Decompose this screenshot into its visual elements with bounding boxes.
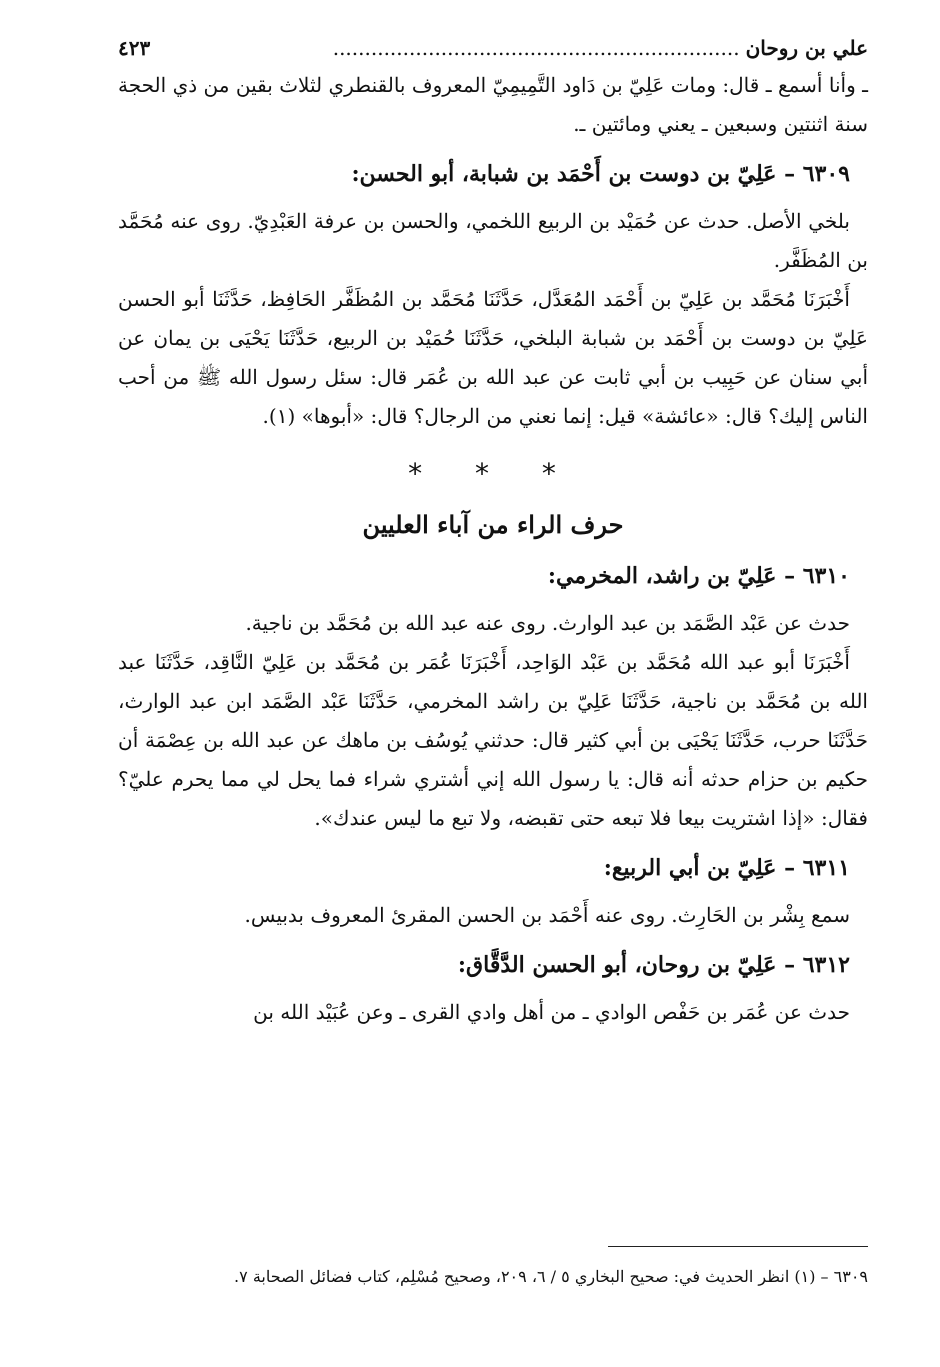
asterisk-separator: * * *: [408, 457, 578, 490]
paragraph: حدث عن عَبْد الصَّمَد بن عبد الوارث. روى عنه عبد الله بن مُحَمَّد بن ناجية.: [245, 611, 850, 635]
entry-heading-6312: ٦٣١٢ – عَلِيّ بن روحان، أبو الحسن الدَّقَّاق:: [457, 952, 850, 978]
section-title: حرف الراء من آباء العليين: [362, 510, 624, 539]
paragraph: أَخْبَرَنَا مُحَمَّد بن عَلِيّ بن أَحْمَد المُعَدَّل، حَدَّثَنَا مُحَمَّد بن المُظَفَّر الحَافِظ، حَدَّثَنَا أبو الحسن عَلِيّ بن دوست بن أَحْمَد بن شبابة البلخي، حَدَّثَنَا حُمَيْد بن الربيع، حَدَّثَنَا يَحْيَى بن يمان عن أبي سنان عن حَبِيب بن أبي ثابت عن عبد الله بن عُمَر قال: سئل رسول الله ﷺ من أحب الناس إليك؟ قال: «عائشة» قيل: إنما نعني من الرجال؟ قال: «أبوها» (١).: [118, 287, 868, 428]
entry-heading-6310: ٦٣١٠ – عَلِيّ بن راشد، المخرمي:: [547, 563, 850, 589]
entry-heading-6311: ٦٣١١ – عَلِيّ بن أبي الربيع:: [603, 855, 850, 881]
running-head: [118, 30, 868, 66]
page-number: ٤٢٣: [118, 36, 151, 60]
paragraph: سمع بِشْر بن الحَارِث. روى عنه أَحْمَد بن الحسن المقرئ المعروف بدبيس.: [244, 903, 850, 927]
footnote: ٦٣٠٩ – (١) انظر الحديث في: صحيح البخاري ٥ / ٦، ٢٠٩، وصحيح مُسْلِم، كتاب فضائل الصحابة ٧.: [234, 1267, 868, 1286]
paragraph: بلخي الأصل. حدث عن حُمَيْد بن الربيع اللخمي، والحسن بن عرفة العَبْدِيّ. روى عنه مُحَمَّد بن المُظَفَّر.: [118, 209, 868, 272]
page-body: [118, 30, 868, 1032]
running-head-title: علي بن روحان: [745, 36, 868, 60]
paragraph: أَخْبَرَنَا أبو عبد الله مُحَمَّد بن عَبْد الوَاحِد، أَخْبَرَنَا عُمَر بن مُحَمَّد بن عَلِيّ النَّاقِد، حَدَّثَنَا عبد الله بن مُحَمَّد بن ناجية، حَدَّثَنَا عَلِيّ بن راشد المخرمي، حَدَّثَنَا عَبْد الصَّمَد ابن عبد الوارث، حَدَّثَنَا حرب، حَدَّثَنَا يَحْيَى بن أبي كثير قال: حدثني يُوسُف بن ماهك عن عبد الله بن عِصْمَة أن حكيم بن حزام حدثه أنه قال: يا رسول الله إني أشتري شراء فما يحل لي مما يحرم عليّ؟ فقال: «إذا اشتريت بيعا فلا تبعه حتى تقبضه، ولا تبع ما ليس عندك».: [118, 650, 868, 830]
footnote-divider: [608, 1246, 868, 1247]
paragraph: ـ وأنا أسمع ـ قال: ومات عَلِيّ بن دَاود التَّمِيمِيّ المعروف بالقنطري لثلاث بقين من ذي الحجة سنة اثنتين وسبعين ـ يعني ومائتين ـ.: [118, 73, 868, 136]
running-head-leader: ................................................................: [332, 36, 740, 60]
paragraph: حدث عن عُمَر بن حَفْص الوادي ـ من أهل وادي القرى ـ وعن عُبَيْد الله بن: [253, 1000, 850, 1024]
entry-heading-6309: ٦٣٠٩ – عَلِيّ بن دوست بن أَحْمَد بن شبابة، أبو الحسن:: [351, 161, 850, 187]
